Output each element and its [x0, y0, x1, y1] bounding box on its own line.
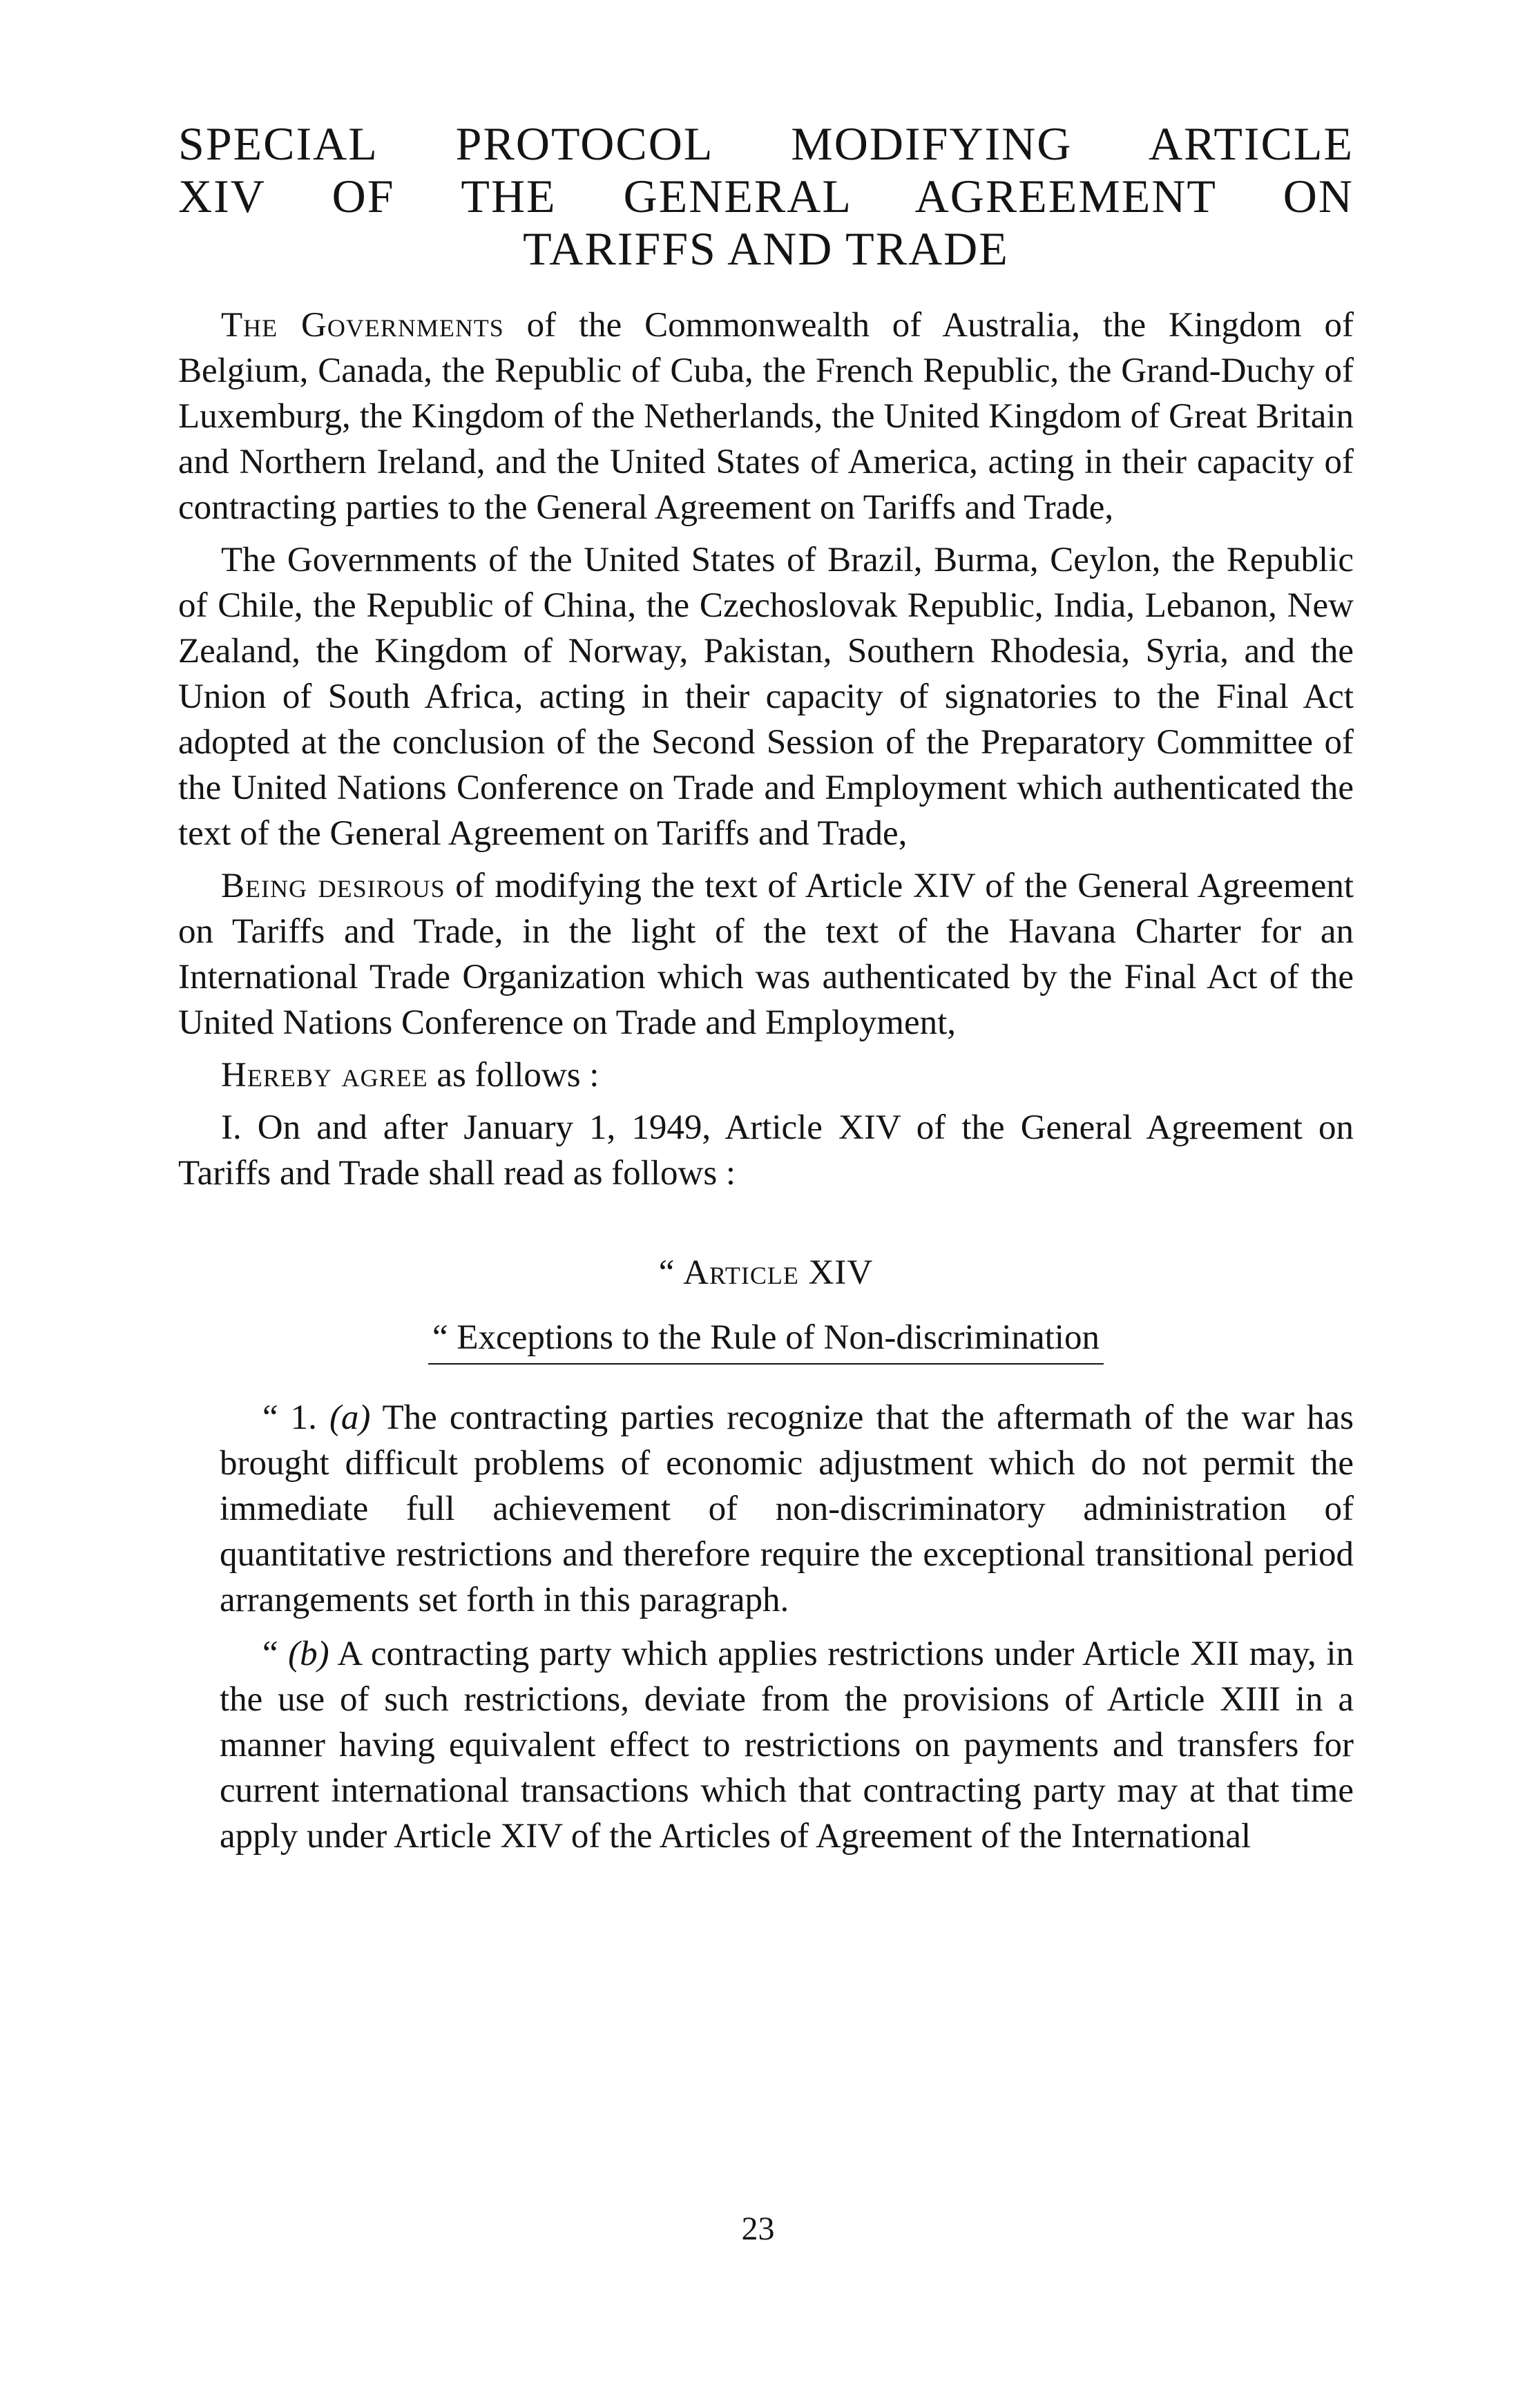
- title-line-1: SPECIAL PROTOCOL MODIFYING ARTICLE: [178, 117, 1354, 170]
- paragraph-body: of the Commonwealth of Australia, the Kingdom of Belgium, Canada, the Republic of Cuba, the French Republic, the Grand-Duchy of Luxemburg, the Kingdom of the Netherlands, the United Kingdom of Great Britain and Northern Ireland, and the United States of America, acting in their capacity of contracting parties to the General Agreement on Tariffs and Trade,: [178, 306, 1354, 527]
- paragraph-signatories: [178, 537, 1354, 856]
- paragraph-body: of modifying the text of Article XIV of the General Agreement on Tariffs and Trade, in the light of the text of the Havana Charter for an International Trade Organization which was authenticated by the Final Act of the United Nations Conference on Trade and Employment,: [178, 867, 1354, 1042]
- article-heading-quote: “: [658, 1253, 684, 1292]
- article-subheading: “ Exceptions to the Rule of Non-discrimination: [428, 1315, 1104, 1365]
- paragraph-lead: Being desirous: [221, 867, 445, 905]
- article-heading: [178, 1250, 1354, 1295]
- paragraph-body: as follows :: [428, 1056, 599, 1095]
- quoted-body: The contracting parties recognize that the aftermath of the war has brought difficult problems of economic adjustment which do not permit the immediate full achievement of non-discriminatory administration of quantitative restrictions and therefore require the exceptional transitional period arrangements set forth in this paragraph.: [220, 1398, 1354, 1619]
- quoted-prefix: “ 1.: [262, 1398, 329, 1437]
- page-number: 23: [741, 2210, 775, 2247]
- paragraph-lead: The Governments: [221, 306, 504, 345]
- document-title: [178, 117, 1354, 275]
- paragraph-contracting-parties: [178, 302, 1354, 530]
- paragraph-body: The Governments of the United States of Brazil, Burma, Ceylon, the Republic of Chile, the Republic of China, the Czechoslovak Republic, India, Lebanon, New Zealand, the Kingdom of Norway, Pakistan, Southern Rhodesia, Syria, and the Union of South Africa, acting in their capacity of signatories to the Final Act adopted at the conclusion of the Second Session of the Preparatory Committee of the United Nations Conference on Trade and Employment which authenticated the text of the General Agreement on Tariffs and Trade,: [178, 541, 1354, 853]
- paragraph-lead: Hereby agree: [221, 1056, 428, 1095]
- document-page: [178, 117, 1354, 1867]
- quoted-label: (b): [288, 1635, 329, 1673]
- title-line-3: TARIFFS AND TRADE: [523, 222, 1009, 275]
- quoted-label: (a): [329, 1398, 371, 1437]
- quoted-paragraph-1b: [220, 1631, 1354, 1859]
- paragraph-hereby-agree: [178, 1052, 1354, 1098]
- quoted-body: A contracting party which applies restrictions under Article XII may, in the use of such restrictions, deviate from the provisions of Article XIII in a manner having equivalent effect to restrictions on payments and transfers for current international transactions which that contracting party may at that time apply under Article XIV of the Articles of Agreement of the International: [220, 1635, 1354, 1856]
- paragraph-body: I. On and after January 1, 1949, Article XIV of the General Agreement on Tariffs and Trade shall read as follows :: [178, 1108, 1354, 1193]
- paragraph-section-one: [178, 1105, 1354, 1196]
- quoted-prefix: “: [262, 1635, 289, 1673]
- paragraph-being-desirous: [178, 863, 1354, 1046]
- article-subheading-wrap: [178, 1315, 1354, 1365]
- article-heading-text: Article XIV: [683, 1253, 874, 1292]
- title-line-2: XIV OF THE GENERAL AGREEMENT ON: [178, 170, 1354, 222]
- quoted-paragraph-1a: [220, 1395, 1354, 1623]
